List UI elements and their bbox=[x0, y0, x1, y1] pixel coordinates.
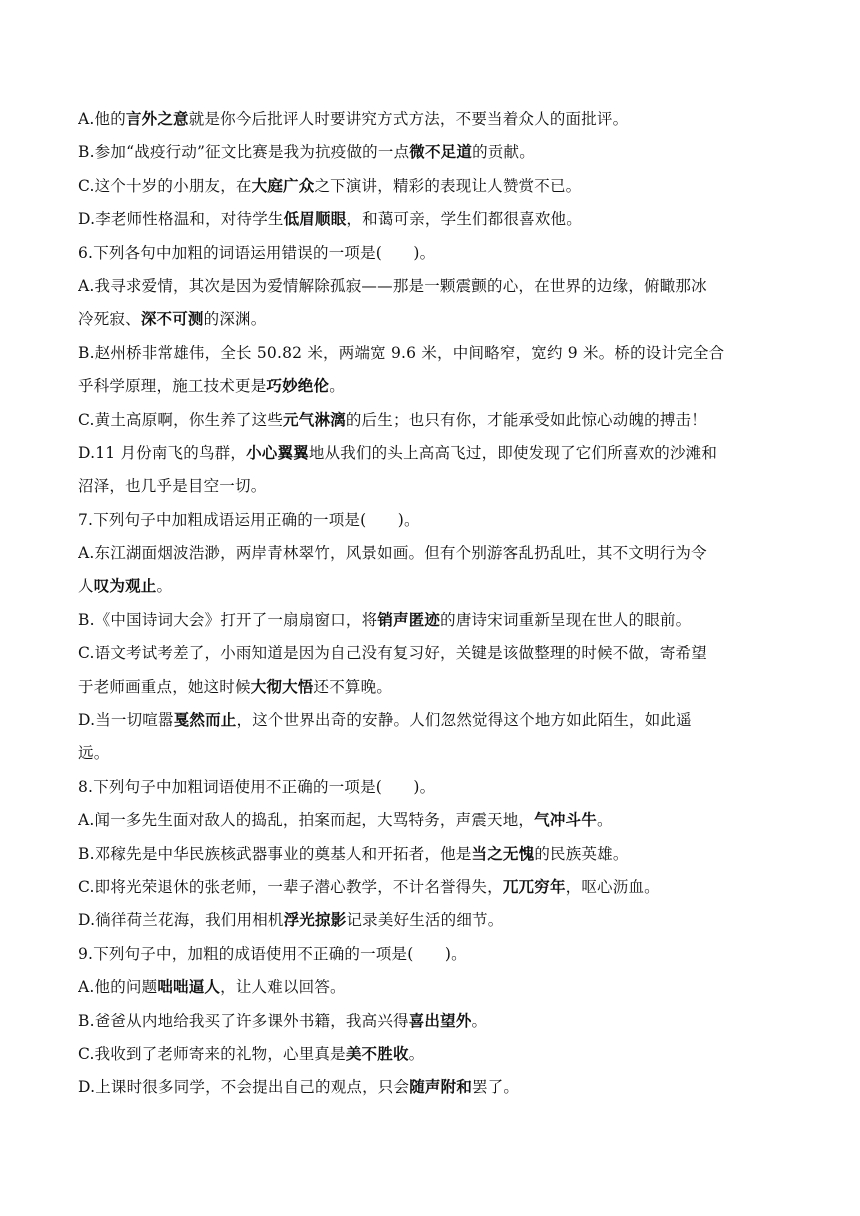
text-segment: A.闻一多先生面对敌人的捣乱，拍案而起，大骂特务，声震天地， bbox=[78, 811, 535, 830]
text-segment: A.他的 bbox=[78, 110, 126, 128]
text-line bbox=[78, 570, 790, 603]
text-line bbox=[78, 170, 790, 203]
bold-term: 叹为观止 bbox=[93, 577, 157, 596]
bold-term: 喜出望外 bbox=[408, 1011, 472, 1030]
text-segment: 远。 bbox=[78, 744, 110, 763]
text-segment: C.语文考试考差了，小雨知道是因为自己没有复习好，关键是该做整理的时候不做，寄希望 bbox=[78, 644, 707, 663]
text-line bbox=[78, 470, 790, 503]
bold-term: 戛然而止 bbox=[173, 711, 237, 730]
bold-term: 当之无愧 bbox=[471, 844, 535, 863]
bold-term: 美不胜收 bbox=[345, 1044, 409, 1063]
text-line bbox=[78, 136, 790, 169]
text-line bbox=[78, 203, 790, 236]
bold-term: 大庭广众 bbox=[251, 176, 315, 195]
text-segment: 之下演讲，精彩的表现让人赞赏不已。 bbox=[314, 176, 582, 195]
text-segment: 于老师画重点，她这时候 bbox=[78, 677, 251, 696]
text-line bbox=[78, 404, 790, 437]
text-segment: 乎科学原理，施工技术更是 bbox=[78, 377, 267, 396]
text-line bbox=[78, 938, 790, 971]
text-segment: D.李老师性格温和，对待学生 bbox=[78, 210, 284, 229]
text-line bbox=[78, 838, 790, 871]
text-line bbox=[78, 1005, 790, 1038]
text-segment: 的唐诗宋词重新呈现在世人的眼前。 bbox=[440, 610, 692, 629]
text-segment: D.上课时很多同学，不会提出自己的观点，只会 bbox=[78, 1078, 410, 1097]
text-line bbox=[78, 237, 790, 270]
text-segment: 的后生；也只有你，才能承受如此惊心动魄的搏击！ bbox=[345, 410, 707, 429]
text-segment: B.爸爸从内地给我买了许多课外书籍，我高兴得 bbox=[78, 1011, 409, 1030]
text-line bbox=[78, 671, 790, 704]
text-line bbox=[78, 537, 790, 570]
bold-term: 巧妙绝伦 bbox=[266, 377, 330, 396]
text-segment: 地从我们的头上高高飞过，即使发现了它们所喜欢的沙滩和 bbox=[308, 443, 718, 462]
text-segment: C.黄土高原啊，你生养了这些 bbox=[78, 410, 284, 429]
bold-term: 随声附和 bbox=[409, 1078, 473, 1097]
text-segment: D.徜徉荷兰花海，我们用相机 bbox=[78, 911, 284, 930]
text-line bbox=[78, 504, 790, 537]
text-segment: A.我寻求爱情，其次是因为爱情解除孤寂——那是一颗震颤的心，在世界的边缘，俯瞰那冰 bbox=[78, 276, 707, 295]
bold-term: 小心翼翼 bbox=[246, 443, 309, 462]
text-line bbox=[78, 771, 790, 804]
text-segment: D.当一切喧嚣 bbox=[78, 711, 174, 730]
bold-term: 言外之意 bbox=[125, 110, 189, 128]
text-segment: 的民族英雄。 bbox=[534, 844, 629, 863]
text-segment: 。 bbox=[408, 1044, 425, 1063]
text-segment: 9.下列句子中，加粗的成语使用不正确的一项是( )。 bbox=[78, 944, 467, 963]
bold-term: 低眉顺眼 bbox=[283, 210, 347, 229]
bold-term: 兀兀穷年 bbox=[502, 877, 566, 896]
text-segment: 8.下列句子中加粗词语使用不正确的一项是( )。 bbox=[78, 777, 436, 796]
bold-term: 微不足道 bbox=[409, 143, 473, 162]
text-line bbox=[78, 871, 790, 904]
text-segment: 就是你今后批评人时要讲究方式方法，不要当着众人的面批评。 bbox=[188, 110, 629, 128]
text-line bbox=[78, 971, 790, 1004]
text-segment: 7.下列句子中加粗成语运用正确的一项是( )。 bbox=[78, 510, 420, 529]
text-segment: ，让人难以回答。 bbox=[220, 978, 346, 997]
text-segment: ，和蔼可亲，学生们都很喜欢他。 bbox=[346, 210, 582, 229]
text-segment: C.这个十岁的小朋友，在 bbox=[78, 176, 252, 195]
bold-term: 深不可测 bbox=[140, 310, 204, 329]
text-segment: ，这个世界出奇的安静。人们忽然觉得这个地方如此陌生，如此遥 bbox=[236, 711, 692, 730]
text-segment: B.赵州桥非常雄伟，全长 50.82 米，两端宽 9.6 米，中间略窄，宽约 9 米。桥的设计完全合 bbox=[78, 343, 725, 362]
text-segment: 沼泽，也几乎是目空一切。 bbox=[78, 477, 267, 496]
text-segment: ，呕心沥血。 bbox=[565, 877, 660, 896]
text-segment: B.邓稼先是中华民族核武器事业的奠基人和开拓者，他是 bbox=[78, 844, 472, 863]
text-segment: 。 bbox=[329, 377, 345, 396]
text-segment: 。 bbox=[156, 577, 173, 596]
text-line bbox=[78, 737, 790, 770]
bold-term: 浮光掠影 bbox=[283, 911, 347, 930]
bold-term: 大彻大悟 bbox=[250, 677, 314, 696]
text-line bbox=[78, 804, 790, 837]
question-text-block bbox=[78, 103, 790, 1105]
text-segment: 记录美好生活的细节。 bbox=[346, 911, 504, 930]
bold-term: 气冲斗牛 bbox=[534, 811, 597, 830]
text-segment: 。 bbox=[471, 1011, 488, 1030]
text-segment: 冷死寂、 bbox=[78, 310, 141, 329]
text-segment: 还不算晚。 bbox=[313, 677, 393, 696]
text-line bbox=[78, 904, 790, 937]
text-segment: A.东江湖面烟波浩渺，两岸青林翠竹，风景如画。但有个别游客乱扔乱吐，其不文明行为令 bbox=[78, 544, 707, 563]
text-line bbox=[78, 303, 790, 336]
text-line bbox=[78, 370, 790, 403]
text-line bbox=[78, 1071, 790, 1104]
text-segment: 6.下列各句中加粗的词语运用错误的一项是( )。 bbox=[78, 243, 436, 262]
text-line bbox=[78, 1038, 790, 1071]
text-line bbox=[78, 270, 790, 303]
bold-term: 咄咄逼人 bbox=[157, 978, 221, 997]
bold-term: 销声匿迹 bbox=[377, 610, 441, 629]
text-segment: 的深渊。 bbox=[203, 310, 267, 329]
text-segment: 。 bbox=[596, 811, 613, 830]
text-segment: B.《中国诗词大会》打开了一扇扇窗口，将 bbox=[78, 610, 378, 629]
text-line bbox=[78, 337, 790, 370]
text-line bbox=[78, 103, 790, 136]
text-segment: D.11 月份南飞的鸟群， bbox=[78, 443, 247, 462]
text-line bbox=[78, 437, 790, 470]
text-segment: C.我收到了老师寄来的礼物，心里真是 bbox=[78, 1044, 346, 1063]
text-segment: B.参加“战疫行动”征文比赛是我为抗疫做的一点 bbox=[78, 143, 410, 162]
text-segment: 罢了。 bbox=[472, 1078, 520, 1097]
text-segment: 的贡献。 bbox=[472, 143, 535, 162]
text-segment: C.即将光荣退休的张老师，一辈子潜心教学，不计名誉得失， bbox=[78, 877, 503, 896]
text-line bbox=[78, 637, 790, 670]
text-line bbox=[78, 704, 790, 737]
text-segment: A.他的问题 bbox=[78, 978, 158, 997]
text-segment: 人 bbox=[78, 577, 94, 596]
text-line bbox=[78, 604, 790, 637]
bold-term: 元气淋漓 bbox=[283, 410, 346, 429]
